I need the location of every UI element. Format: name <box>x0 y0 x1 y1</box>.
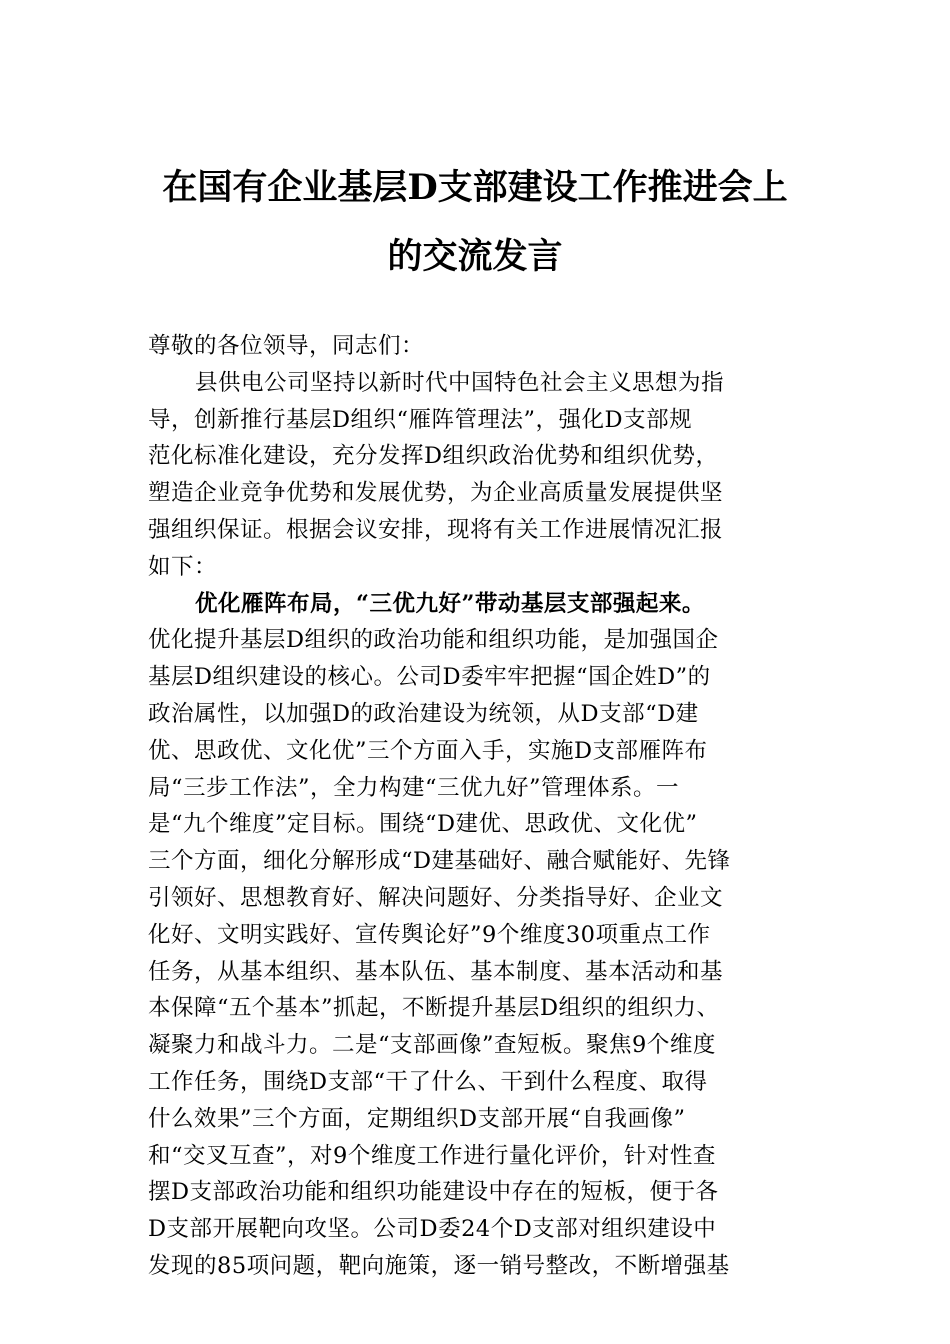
salutation-line: 尊敬的各位领导，同志们： <box>148 333 425 359</box>
paragraph-line: 政治属性，以加强D的政治建设为统领，从D支部“D建 <box>148 700 699 727</box>
paragraph-line: 引领好、思想教育好、解决问题好、分类指导好、企业文 <box>148 884 724 911</box>
paragraph-line: 任务，从基本组织、基本队伍、基本制度、基本活动和基 <box>148 958 724 985</box>
section-heading-line: 优化雁阵布局，“三优九好”带动基层支部强起来。 <box>195 590 705 617</box>
paragraph-line: 化好、文明实践好、宣传舆论好”9个维度30项重点工作 <box>148 921 711 948</box>
paragraph-line: 县供电公司坚持以新时代中国特色社会主义思想为指 <box>195 369 725 396</box>
paragraph-line: 是“九个维度”定目标。围绕“D建优、思政优、文化优” <box>148 811 698 838</box>
document-body <box>148 328 820 1285</box>
paragraph-line: 摆D支部政治功能和组织功能建设中存在的短板，便于各 <box>148 1179 719 1206</box>
paragraph-line: 凝聚力和战斗力。二是“支部画像”查短板。聚焦9个维度 <box>148 1032 716 1059</box>
paragraph-line: 本保障“五个基本”抓起，不断提升基层D组织的组织力、 <box>148 995 720 1022</box>
paragraph-line: 优化提升基层D组织的政治功能和组织功能，是加强国企 <box>148 627 719 654</box>
paragraph-line: 三个方面，细化分解形成“D建基础好、融合赋能好、先锋 <box>148 848 731 875</box>
paragraph-line: 什么效果”三个方面，定期组织D支部开展“自我画像” <box>148 1105 686 1132</box>
paragraph-line: D支部开展靶向攻坚。公司D委24个D支部对组织建设中 <box>148 1216 717 1243</box>
paragraph-line: 发现的85项问题，靶向施策，逐一销号整改，不断增强基 <box>148 1252 730 1279</box>
paragraph-line: 强组织保证。根据会议安排，现将有关工作进展情况汇报 <box>148 516 724 543</box>
paragraph-line: 工作任务，围绕D支部“干了什么、干到什么程度、取得 <box>148 1068 708 1095</box>
paragraph-line: 范化标准化建设，充分发挥D组织政治优势和组织优势， <box>148 443 719 470</box>
paragraph-line: 基层D组织建设的核心。公司D委牢牢把握“国企姓D”的 <box>148 664 711 691</box>
paragraph-line: 和“交叉互查”，对9个维度工作进行量化评价，针对性查 <box>148 1142 716 1169</box>
paragraph-line: 如下： <box>148 553 218 580</box>
paragraph-line: 局“三步工作法”，全力构建“三优九好”管理体系。一 <box>148 774 680 801</box>
paragraph-line: 塑造企业竞争优势和发展优势，为企业高质量发展提供坚 <box>148 480 724 507</box>
paragraph-line: 导，创新推行基层D组织“雁阵管理法”，强化D支部规 <box>148 406 693 433</box>
document-title-line-2: 的交流发言 <box>387 236 563 277</box>
document-title-line-1: 在国有企业基层D支部建设工作推进会上 <box>162 167 788 208</box>
paragraph-line: 优、思政优、文化优”三个方面入手，实施D支部雁阵布 <box>148 737 708 764</box>
